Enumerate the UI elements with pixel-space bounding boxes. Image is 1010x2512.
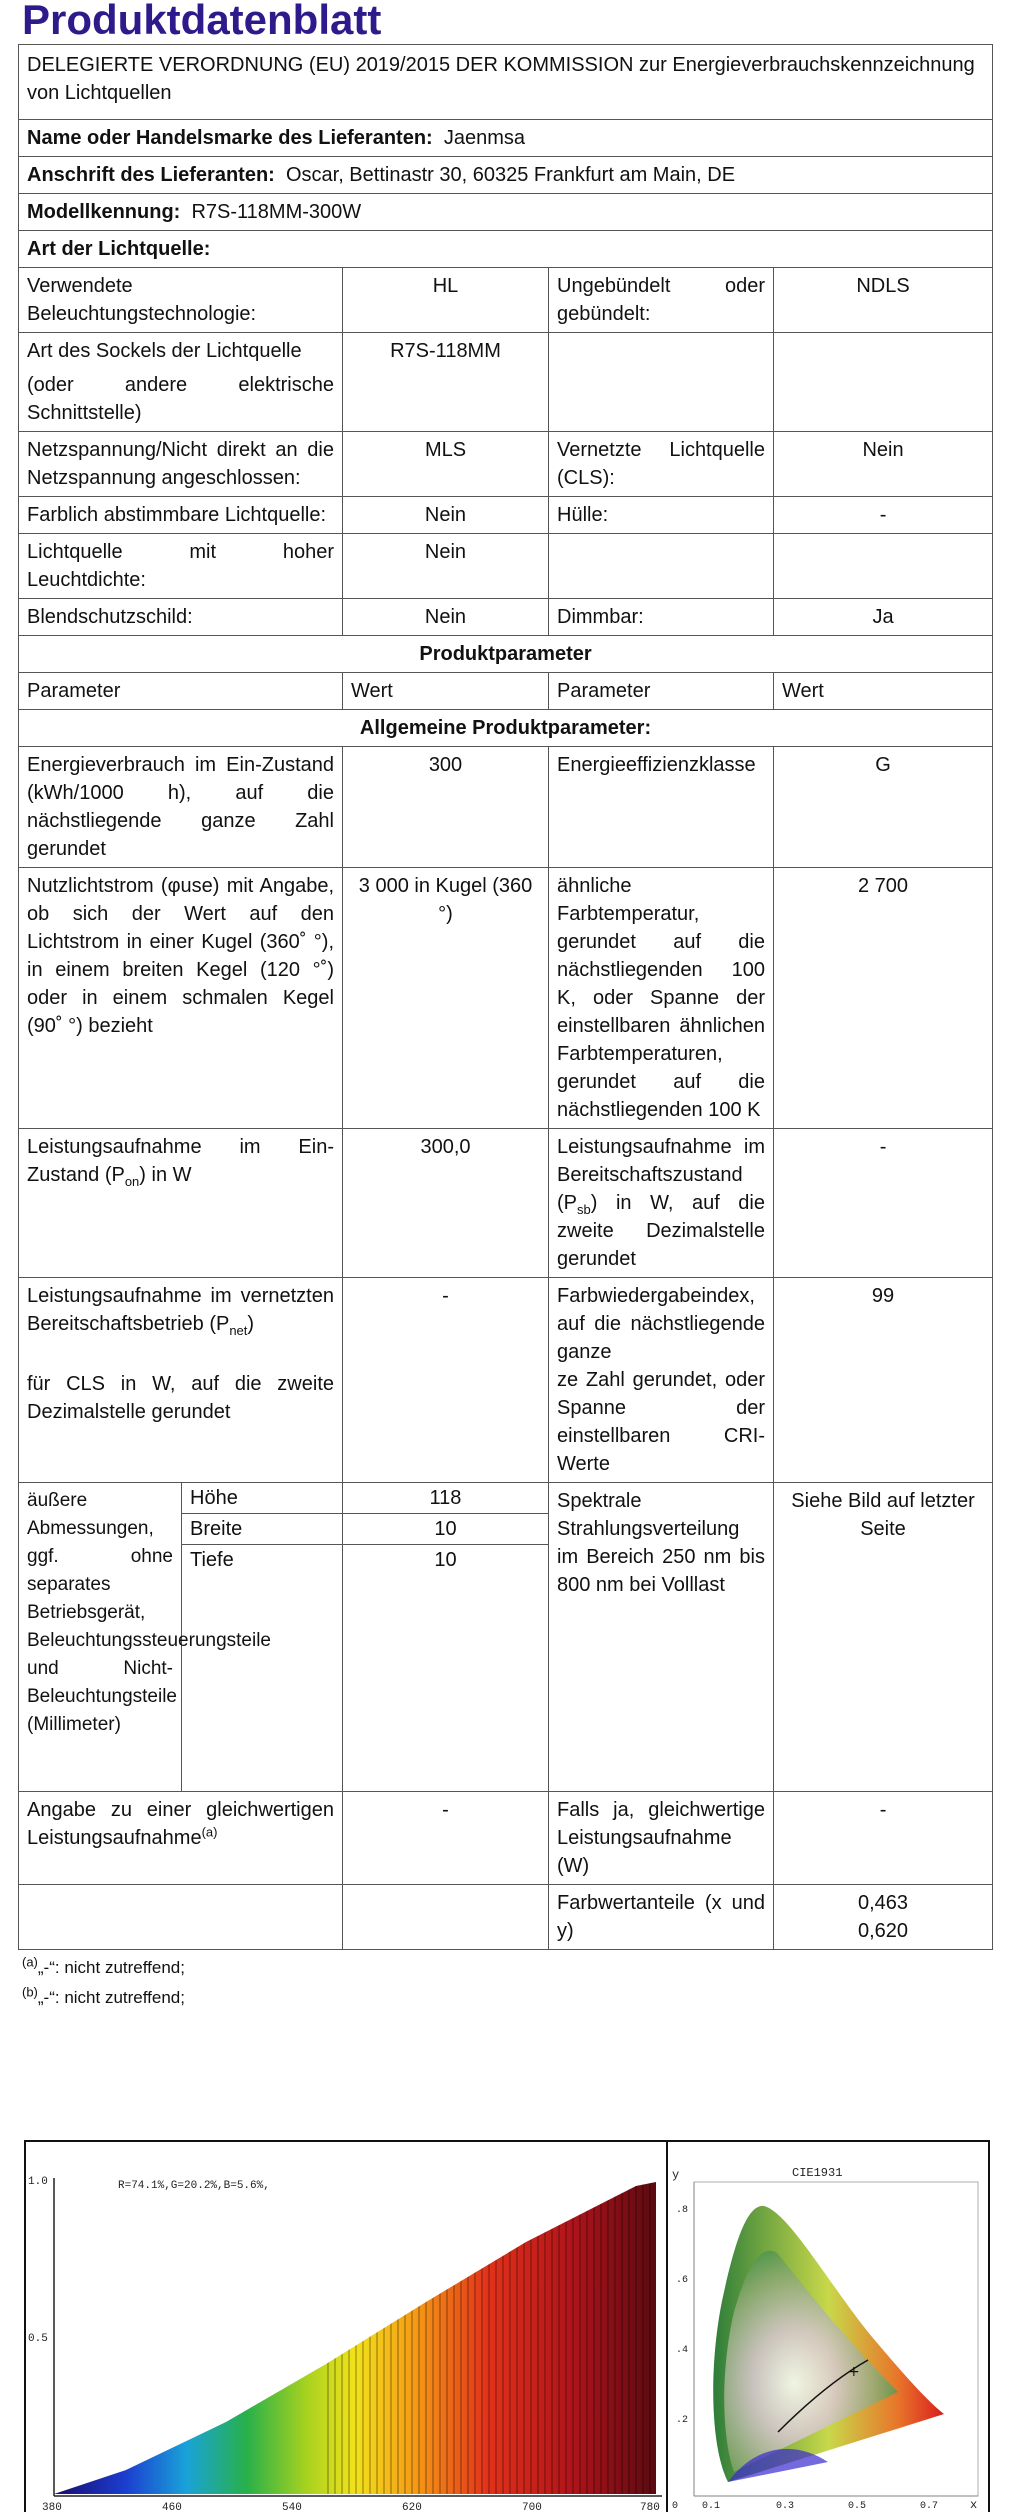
dimmable-value: Ja: [774, 599, 993, 636]
mains-label: Netzspannung/Nicht direkt an die Netzspannung angeschlossen:: [19, 432, 343, 497]
spectrum-chart: [26, 2142, 666, 2512]
x-tick-540: 540: [282, 2502, 302, 2512]
general-params-heading: Allgemeine Produktparameter:: [19, 710, 993, 747]
cie-chart: [668, 2142, 986, 2512]
pon-value: 300,0: [343, 1129, 549, 1278]
cie-y-tick-02: .2: [676, 2415, 689, 2426]
x-tick-460: 460: [162, 2502, 182, 2512]
pon-label: Leistungsaufnahme im Ein-Zustand $(P_{on})$ in W: [19, 1129, 343, 1278]
energy-class-value: G: [774, 747, 993, 868]
shield-value: Nein: [343, 599, 549, 636]
depth-value: 10: [343, 1545, 549, 1792]
cie-x-tick-05: 0.5: [848, 2501, 867, 2512]
supplier-address-row: Anschrift des Lieferanten: Oscar, Bettinastr 30, 60325 Frankfurt am Main, DE: [19, 157, 993, 194]
x-tick-780: 780: [640, 2502, 660, 2512]
chroma-label: Farbwertanteile (x und y): [549, 1885, 774, 1950]
type-section-heading: Art der Lichtquelle:: [19, 231, 993, 268]
supplier-name-value: Jaenmsa: [443, 127, 525, 149]
socket-empty-label: [549, 333, 774, 432]
envelope-value: -: [774, 497, 993, 534]
cie-x-label: x: [970, 2498, 978, 2512]
psb-value: -: [774, 1129, 993, 1278]
tunable-label: Farblich abstimmbare Lichtquelle:: [19, 497, 343, 534]
chroma-empty-label: [19, 1885, 343, 1950]
tech-value: HL: [343, 268, 549, 333]
spectrum-stripes: [326, 2182, 656, 2494]
x-tick-620: 620: [402, 2502, 422, 2512]
socket-value: R7S-118MM: [343, 333, 549, 432]
footnote-b: $^{(b)}$„-“: nicht zutreffend;: [22, 1984, 185, 2007]
shield-label: Blendschutzschild:: [19, 599, 343, 636]
cie-x-tick-0: 0: [672, 2501, 679, 2512]
product-params-heading: Produktparameter: [19, 636, 993, 673]
product-data-sheet: [18, 0, 992, 2010]
regulation-subtitle: DELEGIERTE VERORDNUNG (EU) 2019/2015 DER KOMMISSION zur Energieverbrauchskennzeichnung von Lichtquellen: [19, 45, 993, 120]
y-tick-05: 0.5: [28, 2333, 48, 2345]
col-header-param-1: Parameter: [19, 673, 343, 710]
flux-value: 3 000 in Kugel (360 °): [343, 868, 549, 1129]
highlum-value: Nein: [343, 534, 549, 599]
energy-value: 300: [343, 747, 549, 868]
equiv-label: Angabe zu einer gleichwertigen Leistungsaufnahme$^{(a)}$: [19, 1792, 343, 1885]
spd-value: Siehe Bild auf letzter Seite: [774, 1483, 993, 1792]
tunable-value: Nein: [343, 497, 549, 534]
directional-label: Ungebündelt oder gebündelt:: [549, 268, 774, 333]
height-value: 118: [343, 1483, 549, 1514]
col-header-param-2: Parameter: [549, 673, 774, 710]
chroma-y: 0,620: [857, 1920, 909, 1942]
connected-label: Vernetzte Lichtquelle (CLS):: [549, 432, 774, 497]
x-tick-700: 700: [522, 2502, 542, 2512]
highlum-empty-label: [549, 534, 774, 599]
mains-value: MLS: [343, 432, 549, 497]
chroma-x: 0,463: [857, 1892, 909, 1914]
cie-title: CIE1931: [792, 2166, 843, 2180]
footnote-a: $^{(a)}$„-“: nicht zutreffend;: [22, 1954, 185, 1977]
cie-x-tick-07: 0.7: [920, 2501, 939, 2512]
tech-label: Verwendete Beleuchtungstechnologie:: [19, 268, 343, 333]
flux-label: Nutzlichtstrom (φuse) mit Angabe, ob sich der Wert auf den Lichtstrom in einer Kugel (360˚ °), in einem breiten Kegel (120 °˚) oder in einem schmalen Kegel (90˚ °) bezieht: [19, 868, 343, 1129]
energy-label: Energieverbrauch im Ein-Zustand (kWh/1000 h), auf die nächstliegende ganze Zahl gerundet: [19, 747, 343, 868]
pnet-label: Leistungsaufnahme im vernetzten Bereitschaftsbetrieb $(P_{net})$ für CLS in W, auf die zweite Dezimalstelle gerundet: [19, 1278, 343, 1483]
cie-y-tick-04: .4: [676, 2345, 689, 2356]
cie-x-tick-01: 0.1: [702, 2501, 721, 2512]
connected-value: Nein: [774, 432, 993, 497]
equiv-power-label: Falls ja, gleichwertige Leistungsaufnahme (W): [549, 1792, 774, 1885]
highlum-label: Lichtquelle mit hoher Leuchtdichte:: [19, 534, 343, 599]
socket-empty-value: [774, 333, 993, 432]
cri-label: Farbwiedergabeindex, auf die nächstliegende ganze ze Zahl gerundet, oder Spanne der einstellbaren CRI-Werte: [549, 1278, 774, 1483]
pnet-value: -: [343, 1278, 549, 1483]
cie-y-tick-06: .6: [676, 2275, 689, 2286]
chromaticity-marker: +: [848, 2364, 860, 2380]
page-title: Produktdatenblatt: [22, 0, 382, 43]
cie-y-label: y: [672, 2168, 680, 2182]
width-label: Breite: [182, 1514, 343, 1545]
x-tick-380: 380: [42, 2502, 62, 2512]
psb-label: Leistungsaufnahme im Bereitschaftszustand $(P_{sb})$ in W, auf die zweite Dezimalstelle gerundet: [549, 1129, 774, 1278]
datasheet-table: [18, 44, 993, 1950]
dimmable-label: Dimmbar:: [549, 599, 774, 636]
equiv-power-value: -: [774, 1792, 993, 1885]
spd-label: Spektrale Strahlungsverteilung im Bereich 250 nm bis 800 nm bei Volllast: [549, 1483, 774, 1792]
charts-panel: [24, 2140, 990, 2512]
cri-value: 99: [774, 1278, 993, 1483]
y-tick-1: 1.0: [28, 2176, 48, 2188]
chroma-empty-value: [343, 1885, 549, 1950]
energy-class-label: Energieeffizienzklasse: [549, 747, 774, 868]
model-value: R7S-118MM-300W: [191, 201, 362, 223]
cie-x-tick-03: 0.3: [776, 2501, 795, 2512]
socket-label: Art des Sockels der Lichtquelle (oder andere elektrische Schnittstelle): [19, 333, 343, 432]
supplier-address-value: Oscar, Bettinastr 30, 60325 Frankfurt am Main, DE: [285, 164, 736, 186]
col-header-value-2: Wert: [774, 673, 993, 710]
dims-label: äußere Abmessungen, ggf. ohne separates Betriebsgerät, Beleuchtungssteuerungsteile und Nicht-Beleuchtungsteile (Millimeter): [19, 1483, 182, 1792]
depth-label: Tiefe: [182, 1545, 343, 1792]
model-row: Modellkennung: R7S-118MM-300W: [19, 194, 993, 231]
cct-value: 2 700: [774, 868, 993, 1129]
width-value: 10: [343, 1514, 549, 1545]
col-header-value-1: Wert: [343, 673, 549, 710]
chroma-values: [774, 1885, 993, 1950]
directional-value: NDLS: [774, 268, 993, 333]
cct-label: ähnliche Farbtemperatur, gerundet auf die nächstliegenden 100 K, oder Spanne der einstellbaren ähnlichen Farbtemperaturen, gerundet auf die nächstliegenden 100 K: [549, 868, 774, 1129]
envelope-label: Hülle:: [549, 497, 774, 534]
supplier-name-row: Name oder Handelsmarke des Lieferanten: Jaenmsa: [19, 120, 993, 157]
highlum-empty-value: [774, 534, 993, 599]
height-label: Höhe: [182, 1483, 343, 1514]
spectrum-annotation: R=74.1%,G=20.2%,B=5.6%,: [118, 2180, 270, 2192]
equiv-value: -: [343, 1792, 549, 1885]
cie-y-tick-08: .8: [676, 2205, 689, 2216]
